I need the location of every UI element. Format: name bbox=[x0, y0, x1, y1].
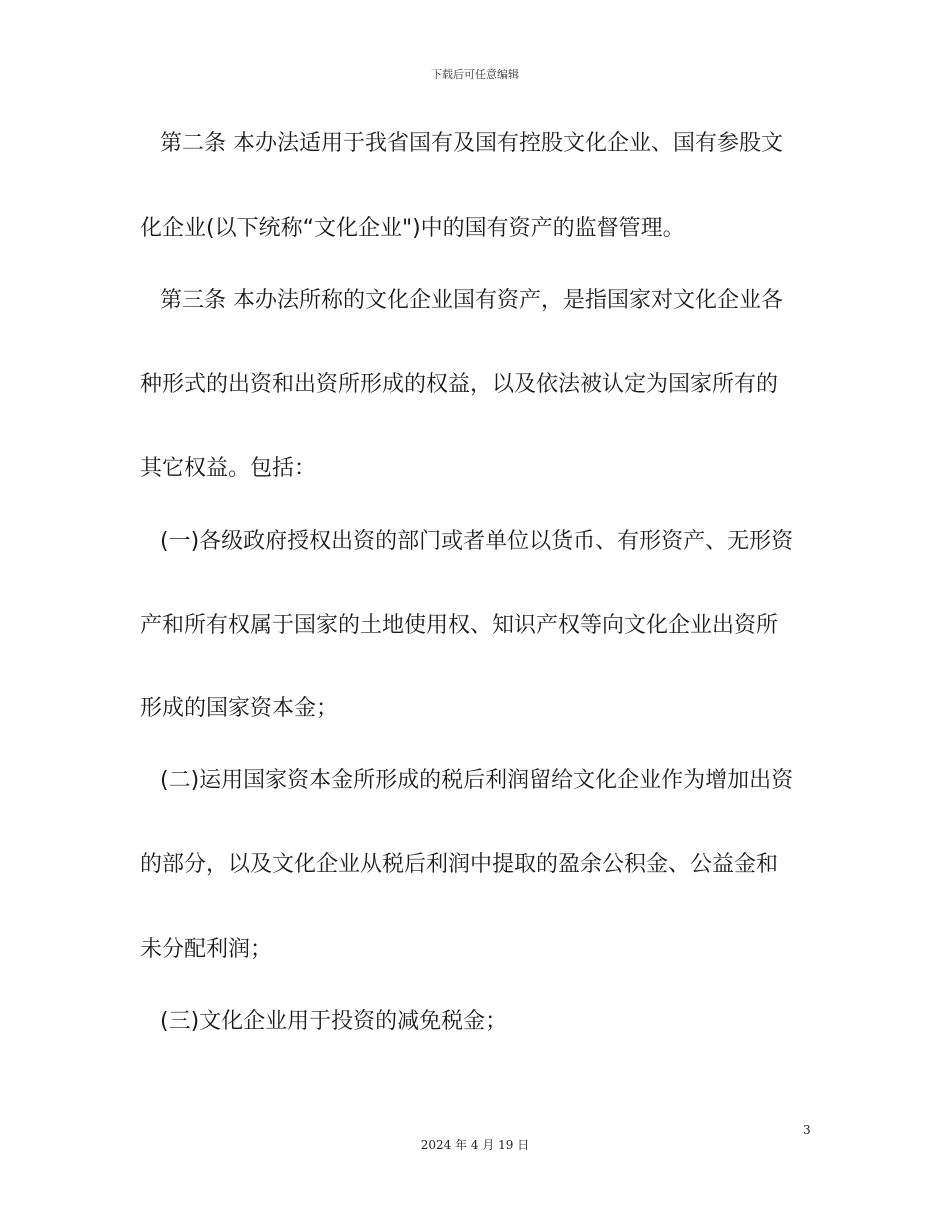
paragraph-line: 种形式的出资和出资所形成的权益，以及依法被认定为国家所有的 bbox=[140, 372, 779, 397]
paragraph-line: (三)文化企业用于投资的减免税金； bbox=[160, 1009, 508, 1034]
footer-date: 2024 年 4 月 19 日 bbox=[420, 1138, 530, 1152]
page-header: 下载后可任意编辑 bbox=[431, 68, 519, 81]
paragraph-line: 化企业(以下统称“文化企业")中的国有资产的监督管理。 bbox=[140, 216, 685, 241]
paragraph-line: 产和所有权属于国家的土地使用权、知识产权等向文化企业出资所 bbox=[140, 613, 779, 638]
paragraph-line: (一)各级政府授权出资的部门或者单位以货币、有形资产、无形资 bbox=[160, 529, 794, 554]
paragraph-line: 第三条 本办法所称的文化企业国有资产，是指国家对文化企业各 bbox=[160, 288, 783, 313]
paragraph-line: 第二条 本办法适用于我省国有及国有控股文化企业、国有参股文 bbox=[160, 131, 783, 156]
paragraph-line: 形成的国家资本金； bbox=[140, 696, 339, 721]
paragraph-line: (二)运用国家资本金所形成的税后利润留给文化企业作为增加出资 bbox=[160, 768, 794, 793]
paragraph-line: 的部分，以及文化企业从税后利润中提取的盈余公积金、公益金和 bbox=[140, 852, 779, 877]
paragraph-line: 未分配利润； bbox=[140, 937, 273, 962]
paragraph-line: 其它权益。包括： bbox=[140, 456, 317, 481]
page-number: 3 bbox=[803, 1123, 811, 1137]
